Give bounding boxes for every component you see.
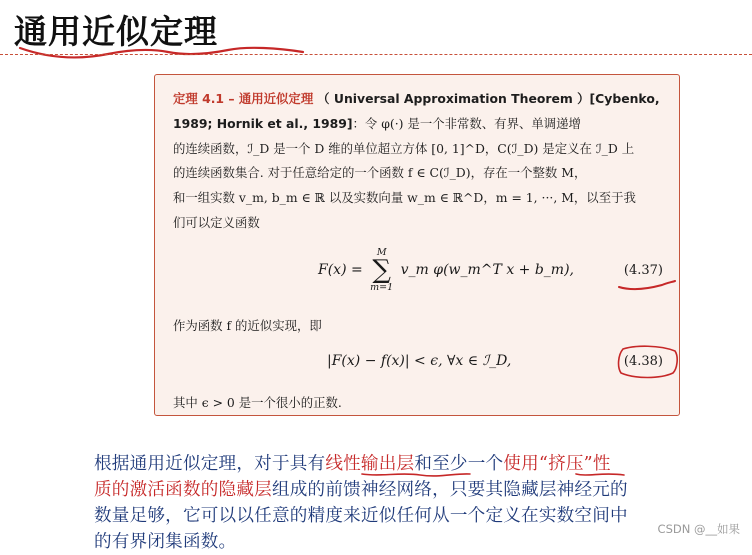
- theorem-line-2: 的连续函数，ℐ_D 是一个 D 维的单位超立方体 [0, 1]^D，C(ℐ_D) 是定义在 ℐ_D 上: [173, 140, 635, 156]
- sum-operator: [370, 247, 393, 293]
- red-underline-use: [574, 469, 626, 479]
- explanation-line-3: 数量足够，它可以以任意的精度来近似任何从一个定义在实数空间中: [94, 506, 628, 526]
- sigma-symbol: ∑: [372, 255, 391, 285]
- explanation-line-4: 的有界闭集函数。: [94, 532, 237, 552]
- theorem-text: [173, 87, 667, 236]
- red-underline-4-37: [617, 279, 677, 291]
- theorem-box: [154, 74, 680, 416]
- equation-number-4-38: (4.38): [623, 354, 663, 369]
- explanation-part-1: 根据通用近似定理，对于具有: [94, 454, 326, 474]
- theorem-mid-text: 作为函数 f 的近似实现，即: [173, 318, 322, 333]
- theorem-english-title: （ Universal Approximation Theorem ）[Cybenko, 1989; Hornik et al., 1989]: [173, 91, 660, 131]
- equation-4-37: [155, 247, 681, 297]
- sum-lower-limit: m=1: [370, 282, 394, 293]
- title-divider: [0, 54, 752, 55]
- red-underline-linear-output: [360, 469, 472, 479]
- theorem-line-5: 们可以定义函数: [173, 214, 260, 230]
- equation-4-38-body: |F(x) − f(x)| < ϵ, ∀x ∈ ℐ_D,: [327, 353, 512, 369]
- equation-4-38: [155, 353, 681, 377]
- eq1-lhs: F(x) =: [318, 262, 363, 278]
- slide-title: 通用近似定理: [14, 12, 218, 51]
- theorem-line-4: 和一组实数 v_m, b_m ∈ ℝ 以及实数向量 w_m ∈ ℝ^D，m = 1, ···, M，以至于我: [173, 190, 636, 206]
- theorem-line-1: ：令 φ(·) 是一个非常数、有界、单调递增: [352, 115, 581, 131]
- explanation-part-3: 组成的前馈神经网络，只要其隐藏层神经元的: [271, 480, 628, 500]
- red-circle-4-38: [615, 343, 681, 383]
- csdn-watermark: CSDN @__如果: [657, 522, 740, 536]
- equation-number-4-37: (4.37): [623, 263, 663, 278]
- title-underline-mark: [18, 40, 308, 62]
- highlight-squashing: 使用“挤压”性: [503, 454, 611, 474]
- eq1-rhs: v_m φ(w_m^T x + b_m),: [400, 262, 574, 278]
- explanation-paragraph: [94, 451, 736, 555]
- explanation-part-2: 和至少一个: [414, 454, 504, 474]
- highlight-hidden-layer: 质的激活函数的隐藏层: [94, 480, 272, 500]
- theorem-line-3: 的连续函数集合. 对于任意给定的一个函数 f ∈ C(ℐ_D)，存在一个整数 M，: [173, 165, 587, 181]
- theorem-heading: 定理 4.1 – 通用近似定理: [173, 91, 314, 106]
- equation-4-37-body: [318, 247, 574, 293]
- theorem-last-text: 其中 ϵ > 0 是一个很小的正数.: [173, 395, 342, 410]
- highlight-linear-output-layer: 线性输出层: [325, 454, 415, 474]
- sum-upper-limit: M: [376, 247, 387, 258]
